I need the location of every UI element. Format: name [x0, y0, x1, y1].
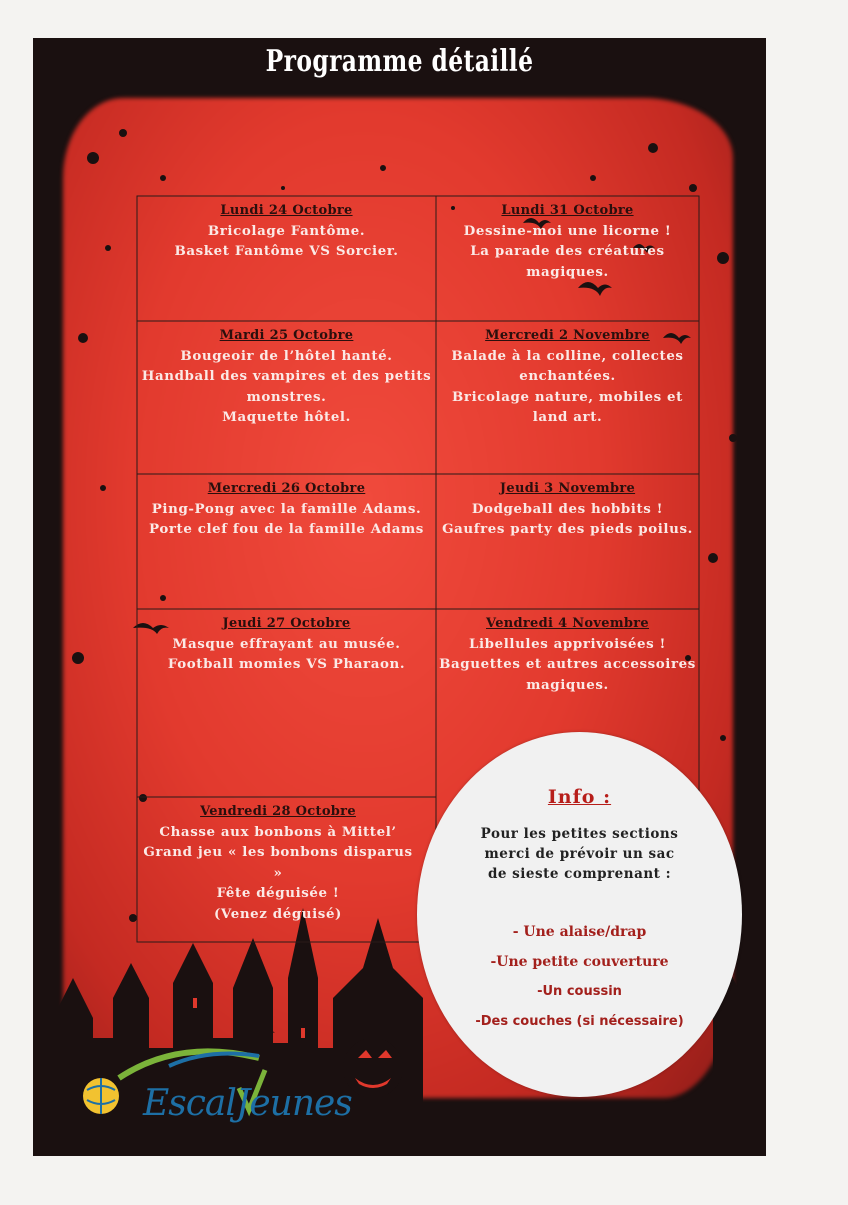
activity: Ping-Pong avec la famille Adams.: [151, 500, 422, 517]
activity: Fête déguisée !: [216, 885, 340, 901]
info-item: - Une alaise/drap: [512, 924, 647, 940]
activity: Libellules apprivoisées !: [468, 635, 667, 652]
day-label: Mercredi 2 Novembre: [485, 328, 650, 343]
day-label: Vendredi 28 Octobre: [200, 804, 356, 819]
activity: Gaufres party des pieds poilus.: [442, 521, 693, 537]
activity: Balade à la colline, collectes enchantées.: [451, 347, 684, 384]
activity: Maquette hôtel.: [222, 409, 351, 425]
day-label: Lundi 24 Octobre: [220, 203, 353, 218]
activity: Bougeoir de l’hôtel hanté.: [180, 347, 393, 364]
activity: Football momies VS Pharaon.: [167, 656, 406, 672]
activity: Chasse aux bonbons à Mittel’: [159, 823, 397, 840]
day-label: Mercredi 26 Octobre: [207, 481, 366, 496]
activity: Dodgeball des hobbits !: [471, 500, 664, 517]
info-text: Pour les petites sections merci de prévoir un sac de sieste comprenant :: [480, 826, 679, 882]
info-item: -Une petite couverture: [490, 954, 669, 970]
activity: Bricolage nature, mobiles et land art.: [452, 388, 683, 425]
info-title: Info :: [547, 786, 612, 808]
day-label: Jeudi 3 Novembre: [499, 481, 636, 496]
cell-mercredi-2: [436, 325, 699, 428]
day-label: Mardi 25 Octobre: [219, 328, 354, 343]
activity: La parade des créatures magiques.: [470, 243, 665, 280]
info-bubble: [417, 732, 742, 1097]
day-label: Vendredi 4 Novembre: [486, 616, 649, 631]
activity: Basket Fantôme VS Sorcier.: [174, 243, 399, 259]
activity: Masque effrayant au musée.: [172, 635, 401, 652]
cell-lundi-31: [436, 200, 699, 282]
info-item: -Des couches (si nécessaire): [475, 1014, 684, 1029]
cell-mardi-25: [137, 325, 436, 428]
page-title: Programme détaillé: [265, 44, 534, 79]
cell-jeudi-3: [436, 478, 699, 540]
info-item: -Un coussin: [537, 984, 622, 999]
activity: Handball des vampires et des petits monstres.: [141, 368, 432, 405]
cell-mercredi-26: [137, 478, 436, 540]
activity: (Venez déguisé): [214, 905, 342, 922]
poster: [33, 38, 766, 1156]
activity: Dessine-moi une licorne !: [463, 222, 672, 239]
cell-lundi-24: [137, 200, 436, 262]
activity: Grand jeu « les bonbons disparus »: [143, 844, 413, 881]
cell-vendredi-28: [143, 801, 413, 924]
activity: Bricolage Fantôme.: [207, 222, 366, 239]
logo-text: EscalJeunes: [143, 1083, 352, 1124]
day-label: Lundi 31 Octobre: [501, 203, 634, 218]
cell-vendredi-4: [436, 613, 699, 695]
activity: Porte clef fou de la famille Adams: [149, 521, 424, 537]
cell-jeudi-27: [137, 613, 436, 675]
activity: Baguettes et autres accessoires magiques.: [439, 656, 696, 693]
day-label: Jeudi 27 Octobre: [222, 616, 351, 631]
